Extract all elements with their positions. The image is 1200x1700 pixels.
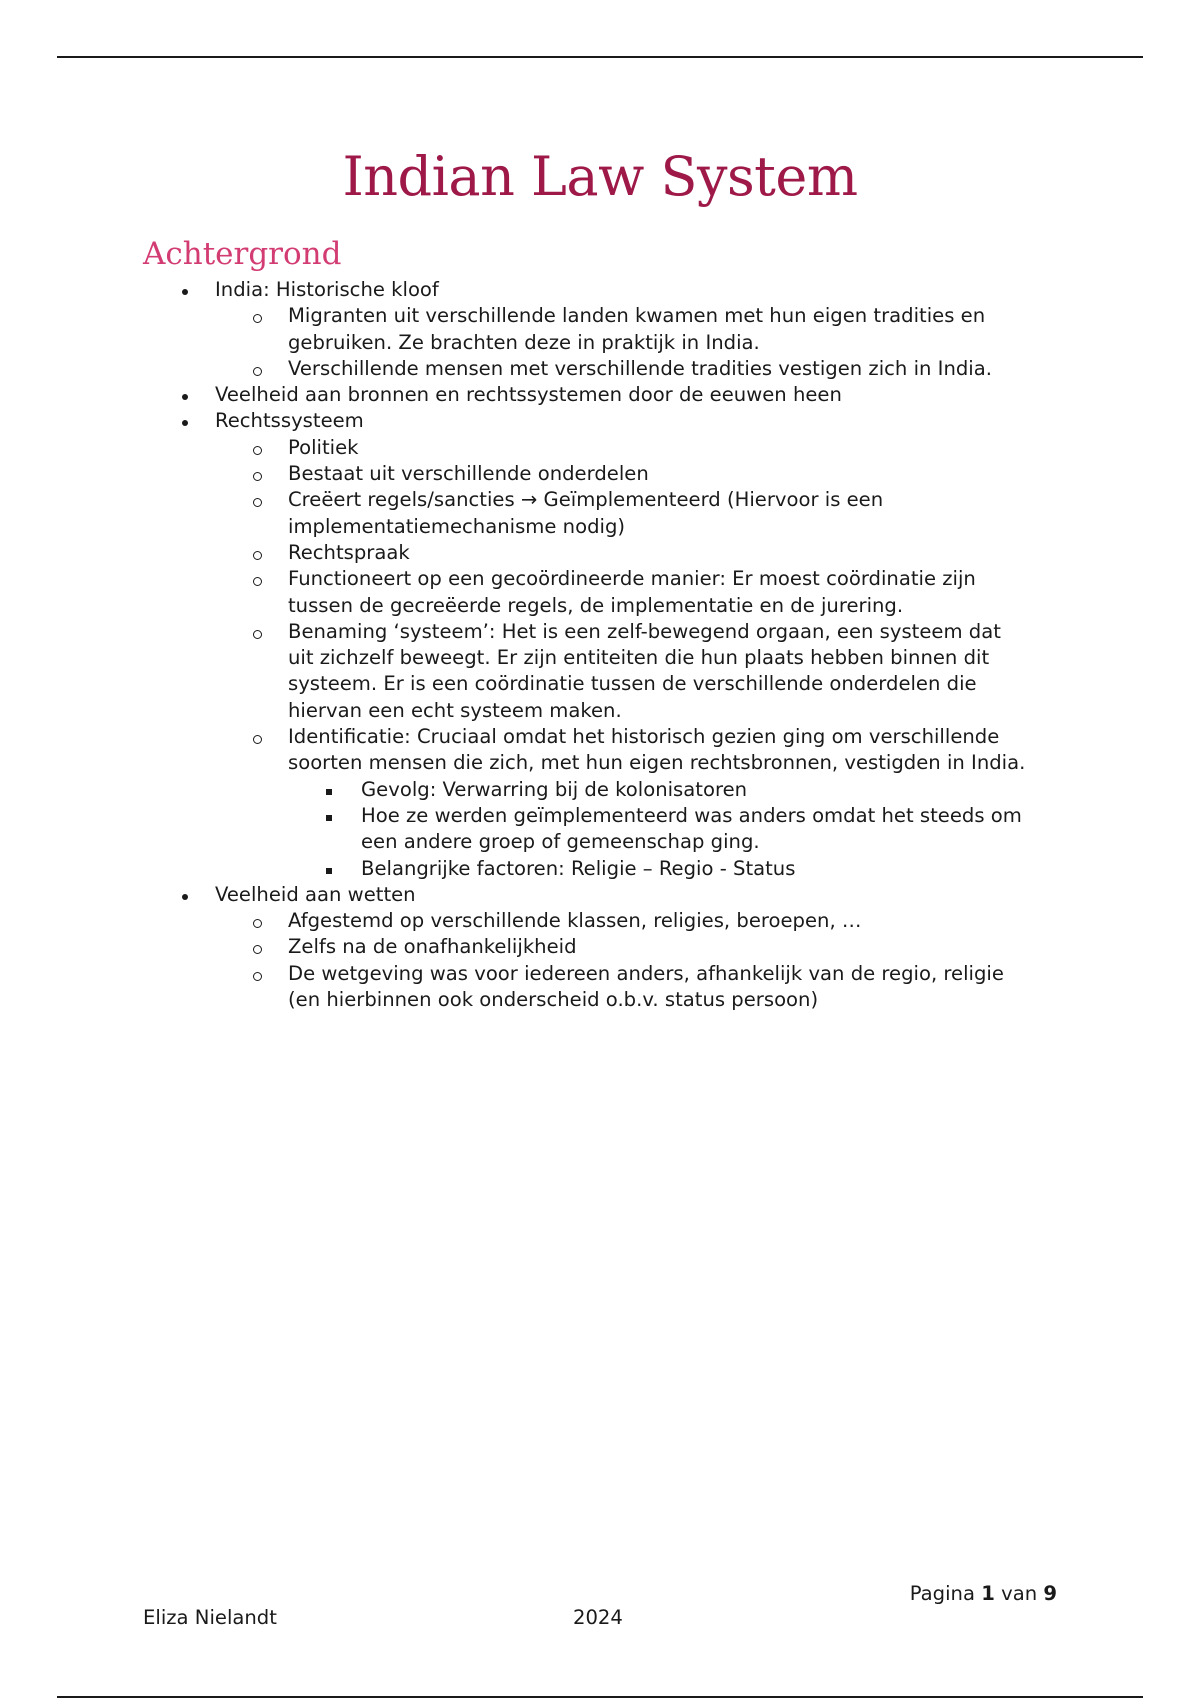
list-item-text: India: Historische kloof — [0, 277, 1200, 303]
page-current: 1 — [981, 1582, 995, 1605]
list-item-level-2 — [0, 566, 1200, 619]
list-item-line: Rechtspraak — [0, 540, 1200, 566]
list-item-level-1 — [0, 882, 1200, 1013]
page-separator: van — [1001, 1582, 1038, 1605]
list-item-line: Creëert regels/sancties → Geïmplementeerd (Hiervoor is een — [0, 487, 1200, 513]
list-item-line: Belangrijke factoren: Religie – Regio - Status — [0, 856, 1200, 882]
list-item-line: een andere groep of gemeenschap ging. — [361, 830, 760, 854]
list-item-level-2 — [0, 908, 1200, 934]
list-item-line: Politiek — [0, 435, 1200, 461]
list-item-line: Verschillende mensen met verschillende tradities vestigen zich in India. — [0, 356, 1200, 382]
list-item-line: Zelfs na de onafhankelijkheid — [0, 934, 1200, 960]
footer-year: 2024 — [573, 1606, 623, 1629]
header-rule — [57, 56, 1143, 58]
list-item-level-1 — [0, 277, 1200, 382]
sub-list — [0, 777, 1200, 882]
document-title: Indian Law System — [342, 145, 858, 208]
list-item-line: implementatiemechanisme nodig) — [288, 514, 626, 538]
list-item-line: De wetgeving was voor iedereen anders, afhankelijk van de regio, religie — [0, 961, 1200, 987]
section-heading: Achtergrond — [143, 236, 342, 272]
list-item-level-2 — [0, 619, 1200, 724]
list-item-level-2 — [0, 435, 1200, 461]
sub-list — [0, 908, 1200, 1013]
list-item-level-1 — [0, 408, 1200, 881]
list-item-level-2 — [0, 487, 1200, 540]
list-item-line: Gevolg: Verwarring bij de kolonisatoren — [0, 777, 1200, 803]
footer-author: Eliza Nielandt — [143, 1606, 277, 1629]
bullet-list — [0, 277, 1200, 1013]
page-number — [910, 1582, 1057, 1605]
list-item-line: Identificatie: Cruciaal omdat het historisch gezien ging om verschillende — [0, 724, 1200, 750]
list-item-line: systeem. Er is een coördinatie tussen de verschillende onderdelen die — [288, 672, 977, 696]
list-item-line: hiervan een echt systeem maken. — [288, 698, 622, 722]
bullet-outline — [0, 277, 1200, 1013]
list-item-level-2 — [0, 934, 1200, 960]
list-item-level-2 — [0, 303, 1200, 356]
list-item-level-3 — [0, 777, 1200, 803]
list-item-level-3 — [0, 856, 1200, 882]
list-item-line: Benaming ‘systeem’: Het is een zelf-bewegend orgaan, een systeem dat — [0, 619, 1200, 645]
sub-list — [0, 435, 1200, 882]
page-total: 9 — [1043, 1582, 1057, 1605]
list-item-line: Bestaat uit verschillende onderdelen — [0, 461, 1200, 487]
list-item-line: uit zichzelf beweegt. Er zijn entiteiten die hun plaats hebben binnen dit — [288, 646, 990, 670]
list-item-level-1 — [0, 382, 1200, 408]
list-item-level-2 — [0, 461, 1200, 487]
list-item-line: Hoe ze werden geïmplementeerd was anders omdat het steeds om — [0, 803, 1200, 829]
list-item-text: Rechtssysteem — [0, 408, 1200, 434]
footer-rule — [57, 1696, 1143, 1698]
list-item-line: Migranten uit verschillende landen kwamen met hun eigen tradities en — [0, 303, 1200, 329]
list-item-level-2 — [0, 724, 1200, 882]
list-item-text: Veelheid aan bronnen en rechtssystemen door de eeuwen heen — [0, 382, 1200, 408]
list-item-line: soorten mensen die zich, met hun eigen rechtsbronnen, vestigden in India. — [288, 751, 1026, 775]
list-item-level-3 — [0, 803, 1200, 856]
list-item-line: Functioneert op een gecoördineerde manier: Er moest coördinatie zijn — [0, 566, 1200, 592]
list-item-line: (en hierbinnen ook onderscheid o.b.v. status persoon) — [288, 988, 819, 1012]
list-item-line: Afgestemd op verschillende klassen, religies, beroepen, … — [0, 908, 1200, 934]
sub-list — [0, 303, 1200, 382]
list-item-text: Veelheid aan wetten — [0, 882, 1200, 908]
list-item-level-2 — [0, 961, 1200, 1014]
list-item-line: tussen de gecreëerde regels, de implementatie en de jurering. — [288, 593, 904, 617]
page-prefix: Pagina — [909, 1582, 975, 1605]
list-item-level-2 — [0, 540, 1200, 566]
list-item-level-2 — [0, 356, 1200, 382]
list-item-line: gebruiken. Ze brachten deze in praktijk in India. — [288, 330, 760, 354]
